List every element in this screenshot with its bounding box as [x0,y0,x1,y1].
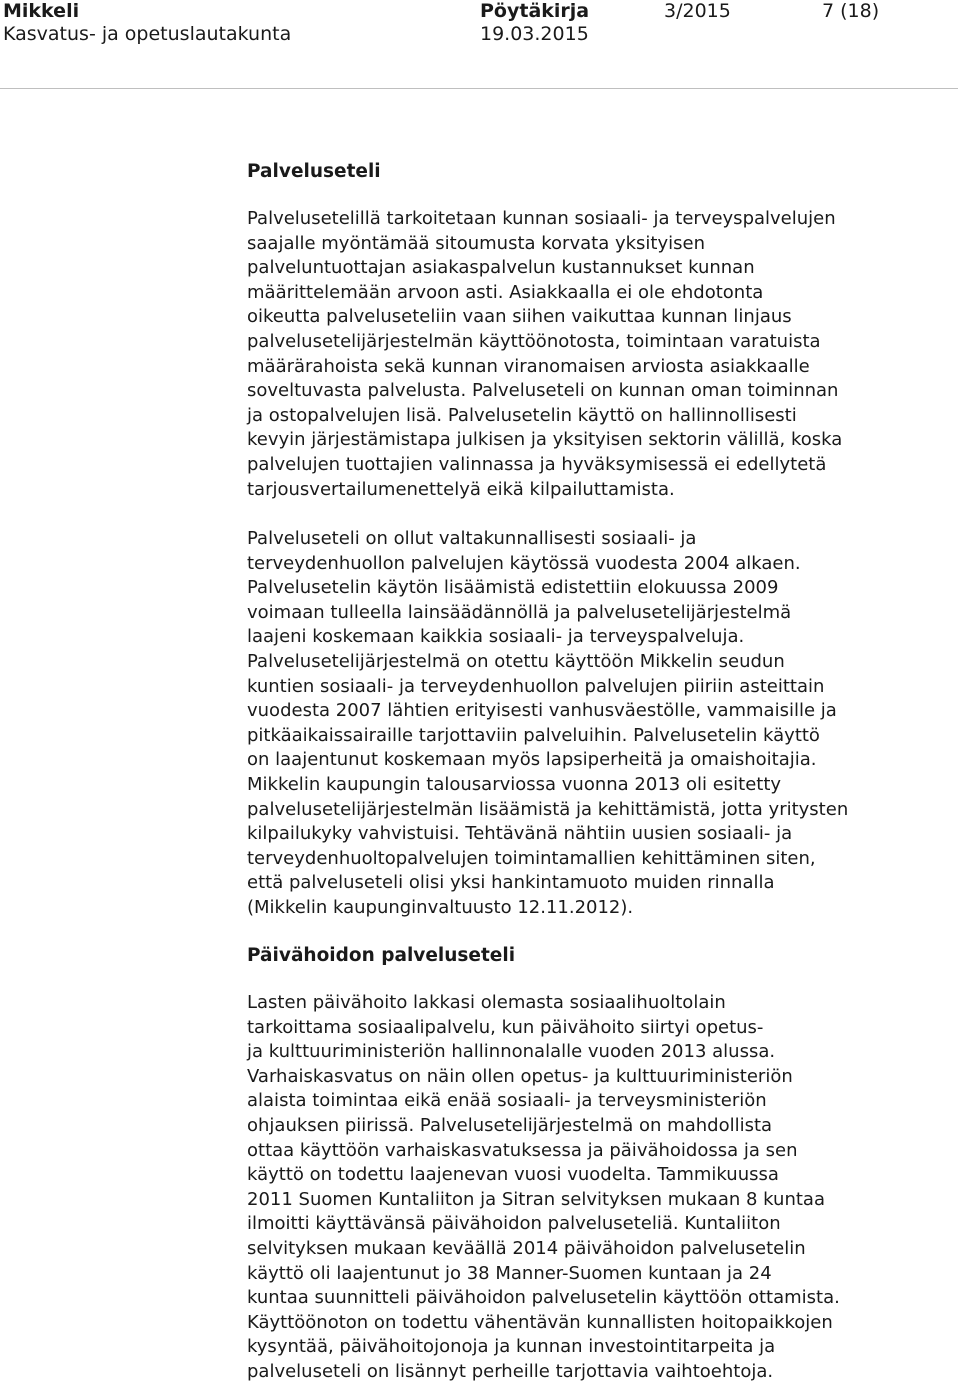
meeting-number: 3/2015 [664,0,731,22]
page-number: 7 (18) [822,0,880,22]
text-line: ja kulttuuriministeriön hallinnonalalle vuoden 2013 alussa. [247,1041,776,1063]
text-line: palveluseteli on lisännyt perheille tarjottavia vaihtoehtoja. [247,1360,774,1382]
paragraph [247,527,887,921]
text-line: palvelujen tuottajien valinnassa ja hyväksymisessä ei edellytetä [247,453,827,475]
text-line: kuntaa suunnitteli päivähoidon palvelusetelin käyttöön ottamista. [247,1287,840,1309]
text-line: alaista toimintaa eikä enää sosiaali- ja terveysministeriön [247,1090,767,1112]
text-line: pitkäaikaissairaille tarjottaviin palveluihin. Palvelusetelin käyttö [247,724,820,746]
text-line: Käyttöönoton on todettu vähentävän kunnallisten hoitopaikkojen [247,1311,833,1333]
text-line: saajalle myöntämää sitoumusta korvata yksityisen [247,232,705,254]
text-line: kuntien sosiaali- ja terveydenhuollon palvelujen piiriin asteittain [247,675,825,697]
text-line: Palveluseteli on ollut valtakunnallisesti sosiaali- ja [247,528,697,549]
section-paivahoidon-palveluseteli [247,944,887,969]
text-line: ilmoitti käyttävänsä päivähoidon palveluseteliä. Kuntaliiton [247,1213,781,1235]
organization-name: Mikkeli [3,0,80,22]
document-type: Pöytäkirja [480,0,590,22]
text-line: että palveluseteli olisi yksi hankintamuoto muiden rinnalla [247,872,775,894]
text-line: oikeutta palveluseteliin vaan siihen vaikuttaa kunnan linjaus [247,306,792,328]
text-line: voimaan tulleella lainsäädännöllä ja palvelusetelijärjestelmä [247,601,792,623]
text-line: palvelusetelijärjestelmän lisäämistä ja kehittämistä, jotta yritysten [247,798,849,820]
text-line: soveltuvasta palvelusta. Palveluseteli on kunnan oman toiminnan [247,380,839,402]
text-line: selvityksen mukaan keväällä 2014 päivähoidon palvelusetelin [247,1237,806,1259]
text-line: määrittelemään arvoon asti. Asiakkaalla ei ole ehdotonta [247,281,764,303]
text-line: terveydenhuollon palvelujen käytössä vuodesta 2004 alkaen. [247,552,801,574]
text-line: kilpailukyky vahvistuisi. Tehtävänä nähtiin uusien sosiaali- ja [247,823,793,845]
text-line: on laajentunut koskemaan myös lapsiperheitä ja omaishoitajia. [247,749,817,771]
text-line: Lasten päivähoito lakkasi olemasta sosiaalihuoltolain [247,992,726,1013]
section-heading: Päivähoidon palveluseteli [247,945,516,966]
header-divider [0,88,958,89]
text-line: Varhaiskasvatus on näin ollen opetus- ja kulttuuriministeriön [247,1065,793,1087]
text-line: (Mikkelin kaupunginvaltuusto 12.11.2012). [247,896,634,918]
text-line: Mikkelin kaupungin talousarviossa vuonna 2013 oli esitetty [247,773,782,795]
section-heading: Palveluseteli [247,161,381,182]
text-line: ja ostopalvelujen lisä. Palvelusetelin käyttö on hallinnollisesti [247,404,797,426]
text-line: Palvelusetelillä tarkoitetaan kunnan sosiaali- ja terveyspalvelujen [247,208,836,229]
text-line: tarjousvertailumenettelyä eikä kilpailuttamista. [247,478,675,500]
text-line: käyttö oli laajentunut jo 38 Manner-Suomen kuntaan ja 24 [247,1262,772,1284]
text-line: vuodesta 2007 lähtien erityisesti vanhusväestölle, vammaisille ja [247,700,837,722]
text-line: tarkoittama sosiaalipalvelu, kun päivähoito siirtyi opetus- [247,1016,764,1038]
text-line: ohjauksen piirissä. Palvelusetelijärjestelmä on mahdollista [247,1114,773,1136]
text-line: palvelusetelijärjestelmän käyttöönotosta, toimintaan varatuista [247,330,821,352]
text-line: laajeni koskemaan kaikkia sosiaali- ja terveyspalveluja. [247,626,745,648]
text-line: kysyntää, päivähoitojonoja ja kunnan investointitarpeita ja [247,1336,776,1358]
paragraph [247,991,887,1385]
text-line: palveluntuottajan asiakaspalvelun kustannukset kunnan [247,257,755,279]
paragraph [247,207,887,502]
text-line: käyttö on todettu laajenevan vuosi vuodelta. Tammikuussa [247,1164,779,1186]
meeting-date: 19.03.2015 [480,23,589,45]
text-line: ottaa käyttöön varhaiskasvatuksessa ja päivähoidossa ja sen [247,1139,798,1161]
text-line: terveydenhuoltopalvelujen toimintamallien kehittäminen siten, [247,847,816,869]
text-line: 2011 Suomen Kuntaliiton ja Sitran selvityksen mukaan 8 kuntaa [247,1188,825,1210]
text-line: määrärahoista sekä kunnan viranomaisen arviosta asiakkaalle [247,355,810,377]
section-palveluseteli [247,160,887,185]
text-line: Palvelusetelin käytön lisäämistä edistettiin elokuussa 2009 [247,577,779,599]
text-line: kevyin järjestämistapa julkisen ja yksityisen sektorin välillä, koska [247,429,843,451]
text-line: Palvelusetelijärjestelmä on otettu käyttöön Mikkelin seudun [247,650,785,672]
committee-name: Kasvatus- ja opetuslautakunta [3,23,292,45]
